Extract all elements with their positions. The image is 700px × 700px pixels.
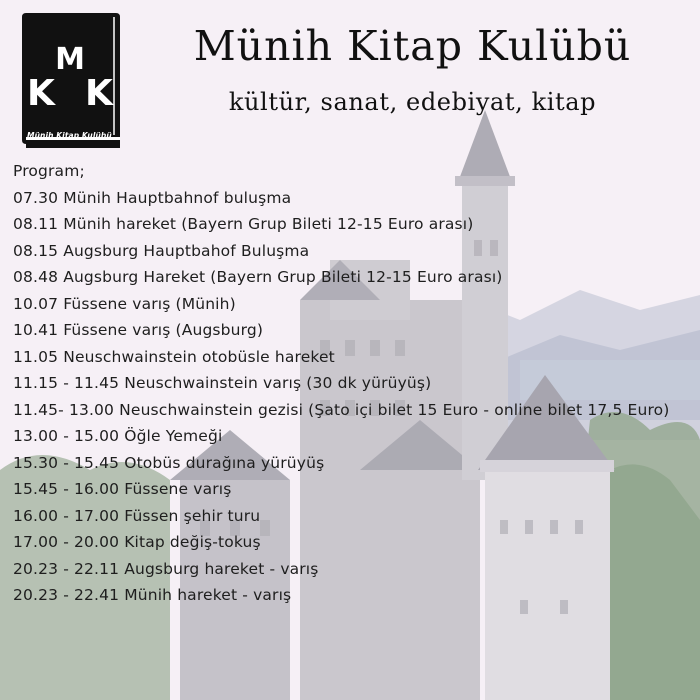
page-title: Münih Kitap Kulübü: [193, 22, 632, 70]
schedule-item: 10.07 Füssene varış (Münih): [13, 294, 236, 313]
book-icon: [20, 13, 124, 148]
schedule-item: 15.30 - 15.45 Otobüs durağına yürüyüş: [13, 453, 325, 472]
schedule-item: 07.30 Münih Hauptbahnof buluşma: [13, 188, 292, 207]
schedule-item: 11.05 Neuschwainstein otobüsle hareket: [13, 347, 335, 366]
schedule-item: 20.23 - 22.41 Münih hareket - varış: [13, 586, 292, 604]
schedule-item: 13.00 - 15.00 Öğle Yemeği: [13, 427, 223, 445]
schedule-item: 15.45 - 16.00 Füssene varış: [13, 480, 232, 498]
schedule-item: 11.15 - 11.45 Neuschwainstein varış (30 dk yürüyüş): [13, 374, 432, 392]
club-logo: [20, 13, 124, 148]
program-heading: Program;: [13, 162, 85, 180]
schedule-item: 16.00 - 17.00 Füssen şehir turu: [13, 506, 261, 525]
schedule-list: [13, 185, 693, 609]
logo-caption: Münih Kitap Kulübü: [27, 131, 112, 140]
monogram-right-letter: K: [85, 73, 113, 114]
schedule-item: 08.11 Münih hareket (Bayern Grup Bileti 12-15 Euro arası): [13, 215, 474, 233]
page-subtitle: kültür, sanat, edebiyat, kitap: [228, 88, 597, 116]
schedule-item: 08.48 Augsburg Hareket (Bayern Grup Bileti 12-15 Euro arası): [13, 268, 503, 286]
schedule-item: 10.41 Füssene varış (Augsburg): [13, 321, 264, 339]
monogram-top-letter: M: [55, 42, 85, 77]
schedule-item: 11.45- 13.00 Neuschwainstein gezisi (Şato içi bilet 15 Euro - online bilet 17,5 Euro): [13, 400, 670, 419]
schedule-item: 08.15 Augsburg Hauptbahof Buluşma: [13, 241, 310, 260]
schedule-item: 17.00 - 20.00 Kitap değiş-tokuş: [13, 533, 261, 551]
schedule-item: 20.23 - 22.11 Augsburg hareket - varış: [13, 559, 319, 578]
program-section: [13, 158, 693, 609]
monogram-left-letter: K: [27, 73, 55, 114]
